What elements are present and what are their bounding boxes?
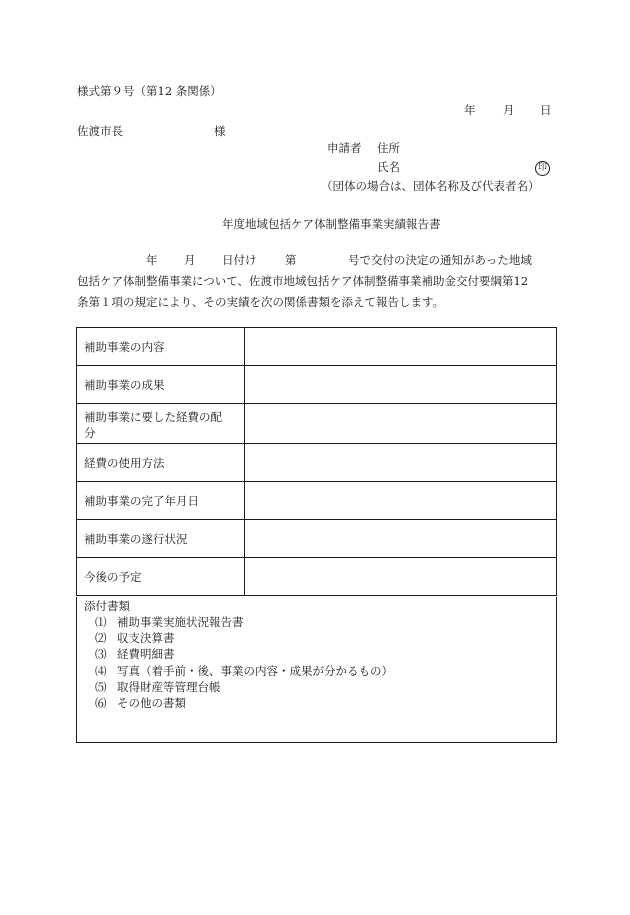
table-row bbox=[77, 366, 557, 404]
row-label-progress: 補助事業の遂行状況 bbox=[77, 520, 245, 558]
item-number: ⑵ bbox=[95, 631, 107, 646]
date-day-label: 日 bbox=[540, 103, 552, 117]
seal-icon: 印 bbox=[535, 161, 550, 176]
table-row bbox=[77, 328, 557, 366]
body-month-label: 月 bbox=[184, 253, 196, 267]
row-label-content: 補助事業の内容 bbox=[77, 328, 245, 366]
list-item bbox=[95, 646, 393, 662]
row-value-expense-allocation[interactable] bbox=[245, 404, 557, 444]
table-row bbox=[77, 520, 557, 558]
row-label-completion-date: 補助事業の完了年月日 bbox=[77, 482, 245, 520]
applicant-address-label: 住所 bbox=[377, 141, 400, 155]
item-number: ⑴ bbox=[95, 615, 107, 629]
body-year-label: 年 bbox=[146, 253, 158, 267]
document-title: 年度地域包括ケア体制整備事業実績報告書 bbox=[222, 217, 441, 231]
item-number: ⑸ bbox=[95, 679, 107, 694]
list-item bbox=[95, 695, 393, 711]
table-row bbox=[77, 444, 557, 482]
applicant-name-label: 氏名 bbox=[377, 160, 400, 174]
item-text: 写真（着手前・後、事業の内容・成果が分かるもの） bbox=[117, 663, 393, 678]
row-label-expense-allocation bbox=[77, 404, 245, 444]
body-line3: 条第１項の規定により、その実績を次の関係書類を添えて報告します。 bbox=[77, 295, 445, 309]
report-table bbox=[76, 327, 557, 596]
form-number: 様式第９号（第12 条関係） bbox=[77, 84, 222, 98]
addressee-name: 佐渡市長 bbox=[77, 124, 123, 138]
list-item bbox=[95, 614, 393, 630]
addressee-honorific: 様 bbox=[214, 124, 226, 138]
table-row bbox=[77, 404, 557, 444]
body-line2: 包括ケア体制整備事業について、佐渡市地域包括ケア体制整備事業補助金交付要綱第12 bbox=[77, 274, 529, 288]
row-label-expense-allocation-line1: 補助事業に要した経費の配 bbox=[84, 409, 222, 424]
item-text: 補助事業実施状況報告書 bbox=[117, 615, 244, 629]
attachments-box bbox=[76, 597, 557, 743]
body-line1-rest: 号で交付の決定の通知があった地域 bbox=[348, 253, 532, 267]
row-label-result: 補助事業の成果 bbox=[77, 366, 245, 404]
table-row bbox=[77, 558, 557, 596]
row-label-expense-allocation-line2: 分 bbox=[84, 425, 96, 440]
row-label-expense-usage: 経費の使用方法 bbox=[77, 444, 245, 482]
row-label-future-plan: 今後の予定 bbox=[77, 558, 245, 596]
date-year-label: 年 bbox=[464, 103, 476, 117]
list-item bbox=[95, 679, 393, 695]
row-value-content[interactable] bbox=[245, 328, 557, 366]
item-number: ⑹ bbox=[95, 696, 107, 711]
attachments-list bbox=[95, 614, 393, 711]
attachments-heading: 添付書類 bbox=[84, 599, 130, 613]
row-value-future-plan[interactable] bbox=[245, 558, 557, 596]
item-text: 収支決算書 bbox=[117, 631, 175, 646]
date-month-label: 月 bbox=[503, 103, 515, 117]
body-dated-label: 日付け bbox=[222, 253, 257, 267]
applicant-note: （団体の場合は、団体名称及び代表者名） bbox=[321, 179, 540, 193]
item-text: 経費明細書 bbox=[117, 647, 175, 662]
list-item bbox=[95, 663, 393, 679]
item-text: その他の書類 bbox=[117, 696, 186, 711]
row-value-expense-usage[interactable] bbox=[245, 444, 557, 482]
applicant-label: 申請者 bbox=[327, 141, 362, 155]
row-value-result[interactable] bbox=[245, 366, 557, 404]
seal-mark bbox=[535, 159, 550, 176]
item-text: 取得財産等管理台帳 bbox=[117, 679, 221, 694]
item-number: ⑷ bbox=[95, 663, 107, 678]
body-dai-label: 第 bbox=[285, 253, 297, 267]
item-number: ⑶ bbox=[95, 647, 107, 662]
row-value-completion-date[interactable] bbox=[245, 482, 557, 520]
table-row bbox=[77, 482, 557, 520]
list-item bbox=[95, 630, 393, 646]
row-value-progress[interactable] bbox=[245, 520, 557, 558]
